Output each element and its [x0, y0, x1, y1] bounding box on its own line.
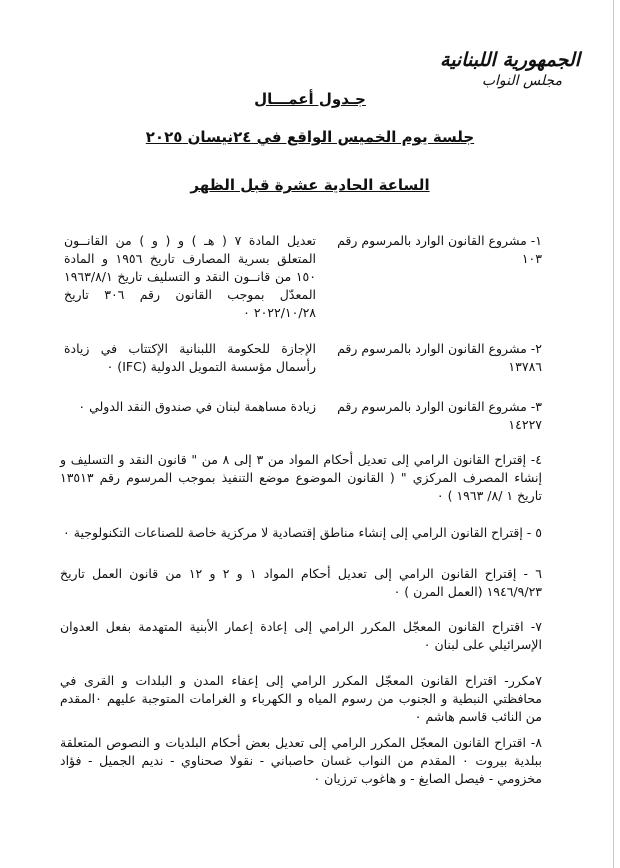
item-label: ٣- مشروع القانون الوارد بالمرسوم رقم ١٤٢٢٧ [337, 399, 542, 432]
item-desc: تعديل المادة ٧ ( هـ ) و ( و ) من القانــون المتعلق بسرية المصارف تاريخ ١٩٥٦ و المادة ١٥٠ من قانــون النقد و التسليف تاريخ ١٩٦٣/٨/١ المعدّل بموجب القانون رقم ٣٠٦ تاريخ ٢٠٢٢/١٠/٢٨ ٠ [64, 233, 317, 320]
list-item [64, 232, 542, 322]
agenda-title: جـدول أعمـــال [254, 90, 366, 108]
emblem-republic: الجمهورية اللبنانية [440, 49, 580, 71]
item-desc: زيادة مساهمة لبنان في صندوق النقد الدولي ٠ [78, 399, 316, 414]
list-item [64, 398, 542, 432]
list-item: ٦ - إقتراح القانون الرامي إلى تعديل أحكام المواد ١ و ٢ و ١٢ من قانون العمل تاريخ ١٩٤٦/٩/٢٣ (العمل المرن ) ٠ [60, 566, 542, 599]
list-item: ٧مكرر- اقتراح القانون المعجّل المكرر الرامي إلى إعفاء المدن و البلدات و القرى في محافظتي النبطية و الجنوب من رسوم المياه و الكهرباء و الغرامات المتوجبة عليهم ٠المقدم من النائب قاسم هاشم ٠ [60, 673, 542, 724]
item-label: ١- مشروع القانون الوارد بالمرسوم رقم ١٠٣ [337, 233, 542, 266]
list-item: ٥ - إقتراح القانون الرامي إلى إنشاء مناطق إقتصادية لا مركزية خاصة للصناعات التكنولوجية ٠ [63, 525, 542, 540]
emblem-parliament: مجلس النواب [481, 73, 562, 89]
list-item: ٨- اقتراح القانون المعجّل المكرر الرامي إلى تعديل بعض أحكام البلديات و النصوص المتعلقة ببلدية بيروت ٠ المقدم من النواب غسان حاصباني - نقولا صحناوي - نديم الجميل - فؤاد مخزومي - فيصل الصايغ - و هاغوب ترزيان ٠ [60, 735, 543, 786]
item-label: ٢- مشروع القانون الوارد بالمرسوم رقم ١٣٧٨٦ [337, 341, 542, 374]
session-time: الساعة الحادية عشرة قبل الظهر [190, 176, 430, 194]
list-item: ٤- إقتراح القانون الرامي إلى تعديل أحكام المواد من ٣ إلى ٨ من " قانون النقد و التسليف و إنشاء المصرف المركزي " ( القانون الموضوع موضع التنفيذ بموجب المرسوم رقم ١٣٥١٣ تاريخ ١ /٨/ ١٩٦٣ ) ٠ [60, 452, 542, 503]
item-desc: الإجازة للحكومة اللبنانية الإكتتاب في زيادة رأسمال مؤسسة التمويل الدولية (IFC) ٠ [64, 341, 316, 374]
parliament-emblem [430, 48, 580, 90]
list-item: ٧- اقتراح القانون المعجّل المكرر الرامي إلى إعادة إعمار الأبنية المتهدمة بفعل العدوان الإسرائيلي على لبنان ٠ [60, 619, 542, 652]
session-date: جلسة يوم الخميس الواقع في ٢٤نيسان ٢٠٢٥ [145, 128, 475, 146]
list-item [64, 340, 542, 380]
